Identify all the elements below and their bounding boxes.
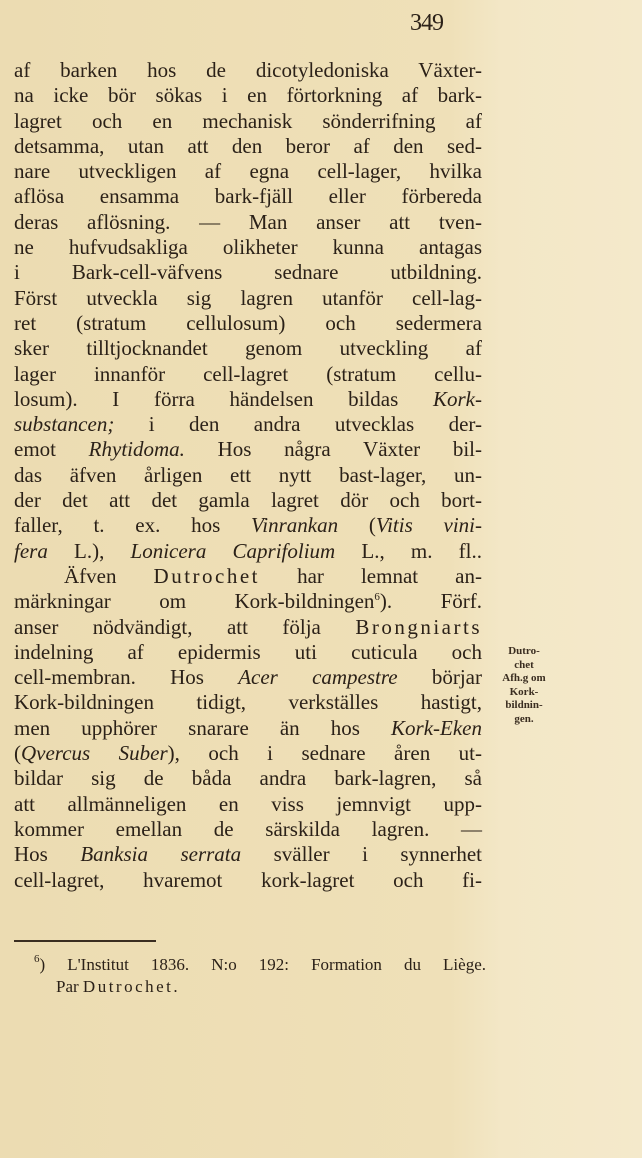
footnote-text: ) L'Institut 1836. N:o 192: Formation du Liège. xyxy=(39,955,486,974)
text-line xyxy=(14,159,482,184)
text-segment: men upphörer snarare än hos xyxy=(14,715,392,740)
text-segment: aflösa ensamma bark-fjäll eller förbereda xyxy=(14,184,482,209)
text-segment: sväller i synnerhet xyxy=(241,842,483,867)
text-segment: detsamma, utan att den beror af den sed- xyxy=(14,133,482,158)
text-segment: ( xyxy=(14,741,21,766)
footnote-text-prefix: Par xyxy=(56,977,83,996)
text-segment: af barken hos de dicotyledoniska Växter- xyxy=(14,58,482,82)
italic-text: Kork- xyxy=(433,386,482,411)
text-line xyxy=(14,868,482,893)
text-line xyxy=(14,134,482,159)
text-segment: lager innanför cell-lagret (stratum cellu- xyxy=(14,361,482,386)
text-segment: i den andra utvecklas der- xyxy=(114,412,482,437)
text-line xyxy=(14,463,482,488)
text-segment: sker tilltjocknandet genom utveckling af xyxy=(14,336,482,361)
text-line xyxy=(14,564,482,589)
body-text xyxy=(14,58,482,893)
italic-text: Acer campestre xyxy=(238,665,398,690)
text-line xyxy=(14,817,482,842)
text-segment: cell-lagret, hvaremot kork-lagret och fi- xyxy=(14,867,482,892)
text-line xyxy=(14,716,482,741)
text-segment: Hos några Växter bil- xyxy=(184,437,482,462)
footnote-ref: 6 xyxy=(374,591,380,604)
text-line xyxy=(14,184,482,209)
margin-note-line: Afh.g om xyxy=(502,672,546,684)
text-segment: losum). I förra händelsen bildas xyxy=(14,386,433,411)
text-line xyxy=(14,539,482,564)
text-segment: emot xyxy=(14,437,89,462)
text-segment: Kork-bildningen tidigt, verkställes hastigt, xyxy=(14,690,482,715)
text-line xyxy=(14,589,482,614)
italic-text: Banksia serrata xyxy=(80,842,242,867)
text-segment: das äfven årligen ett nytt bast-lager, un- xyxy=(14,462,482,487)
text-line xyxy=(14,615,482,640)
text-segment: Hos xyxy=(14,842,81,867)
text-segment: kommer emellan de särskilda lagren. — xyxy=(14,816,482,841)
text-segment: ). Förf. xyxy=(379,589,482,614)
text-line xyxy=(14,412,482,437)
text-line xyxy=(14,665,482,690)
text-line xyxy=(14,842,482,867)
text-line xyxy=(14,690,482,715)
spaced-name: Dutrochet xyxy=(153,563,261,588)
text-segment: lagret och en mechanisk sönderrifning af xyxy=(14,108,482,133)
text-line xyxy=(14,387,482,412)
text-line xyxy=(14,58,482,83)
italic-text: Vitis vini- xyxy=(375,513,482,538)
text-line xyxy=(14,83,482,108)
text-segment: Först utveckla sig lagren utanför cell-lag- xyxy=(14,285,482,310)
text-segment: ), och i sednare åren ut- xyxy=(167,741,482,766)
spaced-name: Brongniarts xyxy=(355,614,482,639)
text-segment: deras aflösning. — Man anser att tven- xyxy=(14,209,482,234)
text-segment: ( xyxy=(338,513,376,538)
footnote-line-2 xyxy=(56,976,508,998)
italic-text: fera xyxy=(14,538,48,563)
text-line xyxy=(14,640,482,665)
text-segment: der det att det gamla lagret dör och bort- xyxy=(14,488,482,513)
footnote-line-1 xyxy=(34,954,486,976)
text-line xyxy=(14,210,482,235)
text-line xyxy=(14,488,482,513)
text-line xyxy=(14,766,482,791)
text-segment: ret (stratum cellulosum) och sedermera xyxy=(14,310,482,335)
text-line xyxy=(14,109,482,134)
text-segment: faller, t. ex. hos xyxy=(14,513,251,538)
text-segment: L., m. fl.. xyxy=(335,538,482,563)
text-segment: ne hufvudsakliga olikheter kunna antagas xyxy=(14,235,482,260)
margin-note-line: Kork- xyxy=(509,685,539,698)
text-segment: har lemnat an- xyxy=(260,563,482,588)
italic-text: Kork-Eken xyxy=(391,715,482,740)
margin-note-line: bildnin- xyxy=(505,699,543,711)
footnote-author: Dutrochet. xyxy=(82,977,181,996)
footnote-marker: 6 xyxy=(34,953,40,965)
margin-note-line: chet xyxy=(514,658,534,671)
text-segment: cell-membran. Hos xyxy=(14,665,239,690)
text-line xyxy=(14,362,482,387)
text-line xyxy=(14,741,482,766)
text-segment: anser nödvändigt, att följa xyxy=(14,614,356,639)
text-segment: börjar xyxy=(397,665,482,690)
text-segment: i Bark-cell-väfvens sednare utbildning. xyxy=(14,260,482,285)
text-line xyxy=(14,260,482,285)
text-segment: att allmänneligen en viss jemnvigt upp- xyxy=(14,791,482,816)
text-line xyxy=(14,437,482,462)
text-line xyxy=(14,336,482,361)
text-segment: märkningar om Kork-bildningen xyxy=(14,589,375,614)
text-line xyxy=(14,286,482,311)
margin-note xyxy=(486,645,562,726)
text-segment: indelning af epidermis uti cuticula och xyxy=(14,639,482,664)
italic-text: Vinrankan xyxy=(250,513,339,538)
text-line xyxy=(14,792,482,817)
text-segment: na icke bör sökas i en förtorkning af bark- xyxy=(14,83,482,108)
text-line xyxy=(14,235,482,260)
page-number: 349 xyxy=(410,10,443,36)
margin-note-line: gen. xyxy=(514,712,534,725)
text-segment: Äfven xyxy=(64,563,154,588)
text-line xyxy=(14,513,482,538)
text-line xyxy=(14,311,482,336)
text-segment: L.), xyxy=(47,538,131,563)
text-segment: nare utveckligen af egna cell-lager, hvilka xyxy=(14,159,482,184)
footnote-divider xyxy=(14,940,156,942)
margin-note-line: Dutro- xyxy=(508,645,540,657)
italic-text: Qvercus Suber xyxy=(21,741,168,766)
italic-text: Lonicera Caprifolium xyxy=(130,538,336,563)
italic-text: Rhytidoma. xyxy=(88,437,185,462)
italic-text: substancen; xyxy=(14,412,115,437)
text-segment: bildar sig de båda andra bark-lagren, så xyxy=(14,766,482,791)
